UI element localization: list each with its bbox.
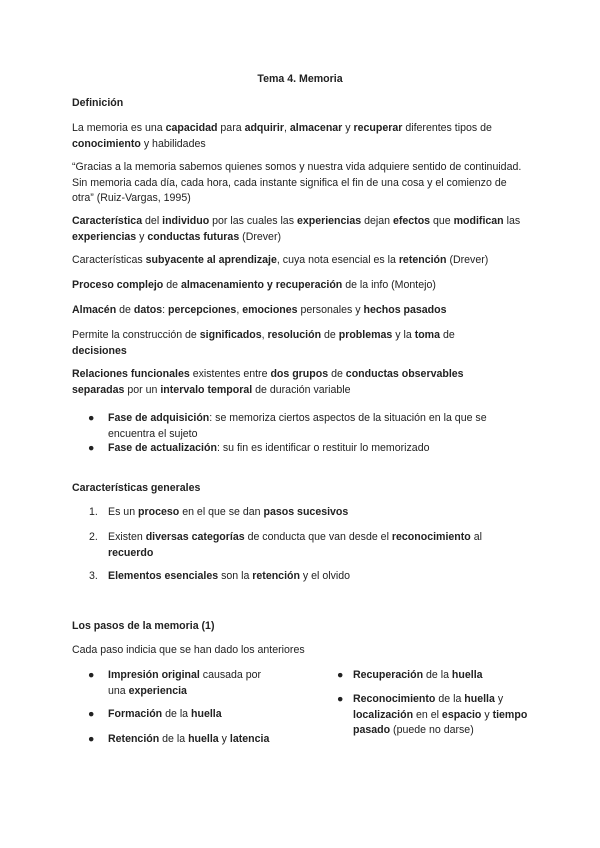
paragraph-permite: Permite la construcción de significados, resolución de problemas y la toma de decisiones: [72, 329, 455, 357]
list-item: Formación de la huella: [108, 708, 222, 720]
list-item: Fase de actualización: su fin es identificar o restituir lo memorizado: [108, 442, 430, 454]
paragraph-relaciones: Relaciones funcionales existentes entre dos grupos de conductas observables separadas por un intervalo temporal de duración variable: [72, 368, 464, 396]
list-item: Reconocimiento de la huella y localización en el espacio y tiempo pasado (puede no darse): [353, 693, 528, 737]
heading-definicion: Definición: [72, 97, 124, 109]
quote-ruiz-vargas: “Gracias a la memoria sabemos quienes somos y nuestra vida adquiere sentido de continuidad. Sin memoria cada día, cada hora, cada instante significa el fin de una cosa y el comienzo de otra” (Ruiz-Vargas, 1995): [72, 161, 522, 205]
list-item: Retención de la huella y latencia: [108, 733, 270, 745]
heading-caracteristicas: Características generales: [72, 482, 201, 494]
list-item: Elementos esenciales son la retención y el olvido: [108, 570, 351, 582]
list-number: 2.: [89, 531, 98, 543]
bullet-icon: ●: [337, 693, 344, 705]
list-number: 1.: [89, 506, 98, 518]
page-title: Tema 4. Memoria: [257, 73, 343, 85]
bullet-icon: ●: [337, 669, 344, 681]
list-item: Fase de adquisición: se memoriza ciertos aspectos de la situación en la que se encuentra el sujeto: [108, 412, 487, 440]
list-number: 3.: [89, 570, 98, 582]
list-item: Recuperación de la huella: [353, 669, 483, 681]
paragraph-definicion: La memoria es una capacidad para adquirir, almacenar y recuperar diferentes tipos de conocimiento y habilidades: [72, 122, 492, 150]
bullet-icon: ●: [88, 708, 95, 720]
bullet-icon: ●: [88, 669, 95, 681]
bullet-icon: ●: [88, 412, 95, 424]
paragraph-drever-2: Características subyacente al aprendizaje, cuya nota esencial es la retención (Drever): [72, 254, 489, 266]
list-item: Existen diversas categorías de conducta que van desde el reconocimiento al recuerdo: [108, 531, 482, 559]
paragraph-montejo: Proceso complejo de almacenamiento y recuperación de la info (Montejo): [72, 279, 436, 291]
paragraph-drever-1: Característica del individuo por las cuales las experiencias dejan efectos que modifican las experiencias y conductas futuras (Drever): [72, 215, 521, 243]
bullet-icon: ●: [88, 733, 95, 745]
paragraph-cada-paso: Cada paso indicia que se han dado los anteriores: [72, 644, 305, 656]
bullet-icon: ●: [88, 442, 95, 454]
list-item: Impresión original causada por una experiencia: [108, 669, 262, 697]
list-item: Es un proceso en el que se dan pasos sucesivos: [108, 506, 349, 518]
paragraph-almacen: Almacén de datos: percepciones, emociones personales y hechos pasados: [72, 304, 447, 316]
heading-pasos: Los pasos de la memoria (1): [72, 620, 215, 632]
